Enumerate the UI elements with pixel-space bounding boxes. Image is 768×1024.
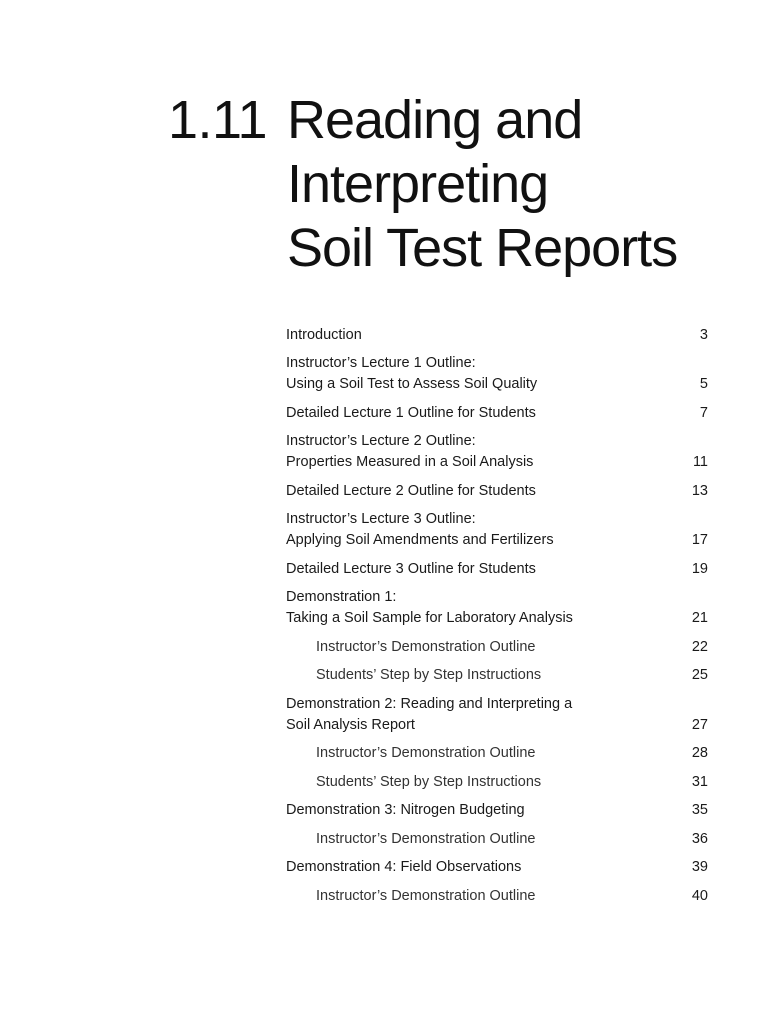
toc-entry-demonstration-3 xyxy=(286,796,708,825)
toc-entry-lecture-2-students xyxy=(286,476,708,505)
toc-page-number: 35 xyxy=(691,802,708,818)
toc-entry-text: Instructor’s Demonstration Outline xyxy=(316,745,536,761)
toc-entry-text: Instructor’s Demonstration Outline xyxy=(316,830,536,847)
toc-page-number: 7 xyxy=(699,404,708,421)
toc-entry-text: Students’ Step by Step Instructions xyxy=(316,667,542,683)
toc-page-number: 27 xyxy=(691,716,708,733)
toc-entry-text: Detailed Lecture 1 Outline for Students xyxy=(286,404,536,421)
section-title-line: Reading and xyxy=(287,90,583,150)
toc-entry-text: Instructor’s Lecture 2 Outline: xyxy=(286,433,476,449)
toc-page-number: 25 xyxy=(691,667,708,683)
toc-page-number: 13 xyxy=(691,482,708,499)
toc-subentry-demo-2-instructor xyxy=(286,739,708,768)
toc-entry-demonstration-4 xyxy=(286,853,708,882)
toc-subentry-demo-1-students xyxy=(286,661,708,690)
toc-page-number: 28 xyxy=(691,745,708,761)
toc-entry-text: Instructor’s Demonstration Outline xyxy=(316,638,536,655)
toc-page-number: 22 xyxy=(691,638,708,655)
section-title-line: Interpreting xyxy=(287,154,549,214)
toc-page-number: 31 xyxy=(691,773,708,790)
toc-subentry-demo-3-instructor xyxy=(286,824,708,853)
toc-entry-introduction xyxy=(286,320,708,349)
toc-subentry-demo-2-students xyxy=(286,767,708,796)
toc-entry-lecture-2-outline xyxy=(286,427,708,477)
table-of-contents xyxy=(286,320,708,910)
toc-entry-demonstration-1 xyxy=(286,583,708,633)
toc-entry-text: Soil Analysis Report xyxy=(286,716,415,733)
toc-entry-demonstration-2 xyxy=(286,689,708,739)
toc-entry-lecture-1-students xyxy=(286,398,708,427)
toc-entry-text: Taking a Soil Sample for Laboratory Analysis xyxy=(286,610,573,626)
section-title-line: Soil Test Reports xyxy=(287,218,678,278)
toc-entry-text: Detailed Lecture 3 Outline for Students xyxy=(286,560,536,577)
toc-page-number: 3 xyxy=(699,326,708,343)
toc-entry-lecture-3-outline xyxy=(286,505,708,555)
toc-entry-text: Instructor’s Lecture 1 Outline: xyxy=(286,355,476,371)
toc-page-number: 19 xyxy=(691,560,708,577)
toc-page-number: 36 xyxy=(691,830,708,847)
toc-page-number: 40 xyxy=(691,887,708,904)
toc-entry-lecture-1-outline xyxy=(286,349,708,399)
toc-entry-text: Instructor’s Demonstration Outline xyxy=(316,887,536,904)
toc-subentry-demo-4-instructor xyxy=(286,881,708,910)
toc-entry-lecture-3-students xyxy=(286,554,708,583)
toc-subentry-demo-1-instructor xyxy=(286,632,708,661)
toc-entry-text: Demonstration 3: Nitrogen Budgeting xyxy=(286,802,525,818)
toc-entry-text: Students’ Step by Step Instructions xyxy=(316,773,542,790)
section-number: 1.11 xyxy=(168,90,268,150)
toc-entry-text: Demonstration 2: Reading and Interpreting a xyxy=(286,695,573,712)
toc-entry-text: Introduction xyxy=(286,326,362,343)
toc-page-number: 5 xyxy=(699,376,708,392)
toc-entry-text: Demonstration 4: Field Observations xyxy=(286,859,522,875)
toc-page-number: 21 xyxy=(691,610,708,626)
toc-page-number: 39 xyxy=(691,859,708,875)
toc-entry-text: Detailed Lecture 2 Outline for Students xyxy=(286,482,536,499)
toc-entry-text: Properties Measured in a Soil Analysis xyxy=(286,454,534,470)
toc-entry-text: Instructor’s Lecture 3 Outline: xyxy=(286,511,476,527)
toc-entry-text: Demonstration 1: xyxy=(286,589,397,605)
section-title xyxy=(287,88,727,280)
toc-entry-text: Using a Soil Test to Assess Soil Quality xyxy=(286,376,538,392)
toc-entry-text: Applying Soil Amendments and Fertilizers xyxy=(286,532,554,548)
toc-page-number: 17 xyxy=(691,532,708,548)
toc-page-number: 11 xyxy=(692,454,708,470)
